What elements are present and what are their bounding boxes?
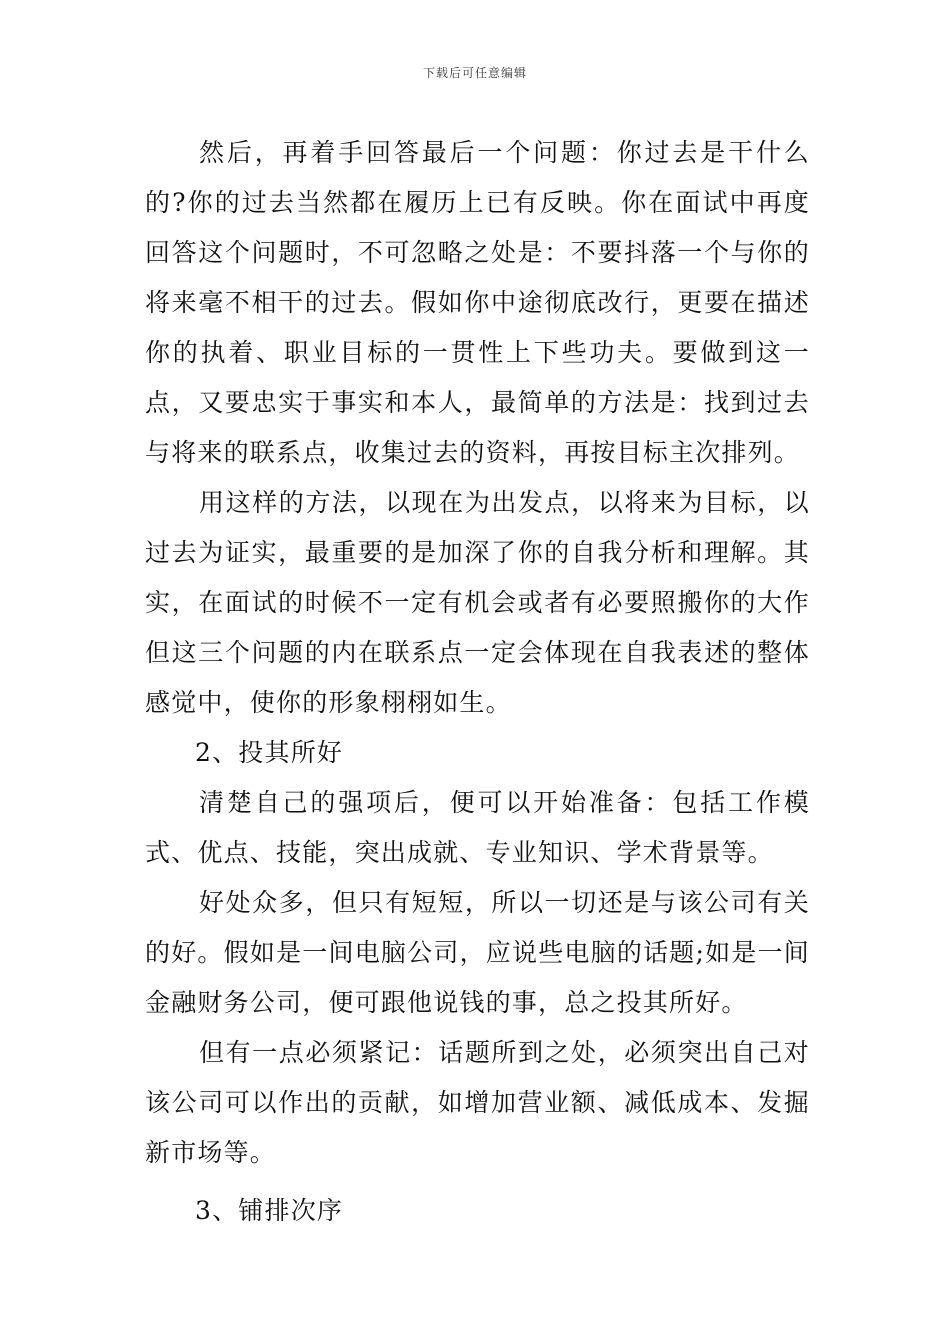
paragraph-method: 用这样的方法，以现在为出发点，以将来为目标，以过去为证实，最重要的是加深了你的自我分析和理解。其实，在面试的时候不一定有机会或者有必要照搬你的大作但这三个问题的内在联系点一定会体现在自我表述的整体感觉中，使你的形象栩栩如生。 [145, 488, 810, 717]
section-heading-3: 3、铺排次序 [195, 1196, 344, 1225]
paragraph-contribution: 但有一点必须紧记：话题所到之处，必须突出自己对该公司可以作出的贡献，如增加营业额、减低成本、发掘新市场等。 [145, 1038, 810, 1167]
paragraph-past: 然后，再着手回答最后一个问题：你过去是干什么的?你的过去当然都在履历上已有反映。你在面试中再度回答这个问题时，不可忽略之处是：不要抖落一个与你的将来毫不相干的过去。假如你中途彻底改行，更要在描述你的执着、职业目标的一贯性上下些功夫。要做到这一点，又要忠实于事实和本人，最简单的方法是：找到过去与将来的联系点，收集过去的资料，再按目标主次排列。 [145, 138, 810, 467]
paragraph-benefits: 好处众多，但只有短短，所以一切还是与该公司有关的好。假如是一间电脑公司，应说些电脑的话题;如是一间金融财务公司，便可跟他说钱的事，总之投其所好。 [145, 888, 810, 1017]
page-header: 下载后可任意编辑 [422, 66, 527, 80]
document-body [145, 128, 810, 1236]
paragraph-strengths: 清楚自己的强项后，便可以开始准备：包括工作模式、优点、技能，突出成就、专业知识、学术背景等。 [145, 788, 810, 867]
section-heading-2: 2、投其所好 [195, 738, 344, 767]
